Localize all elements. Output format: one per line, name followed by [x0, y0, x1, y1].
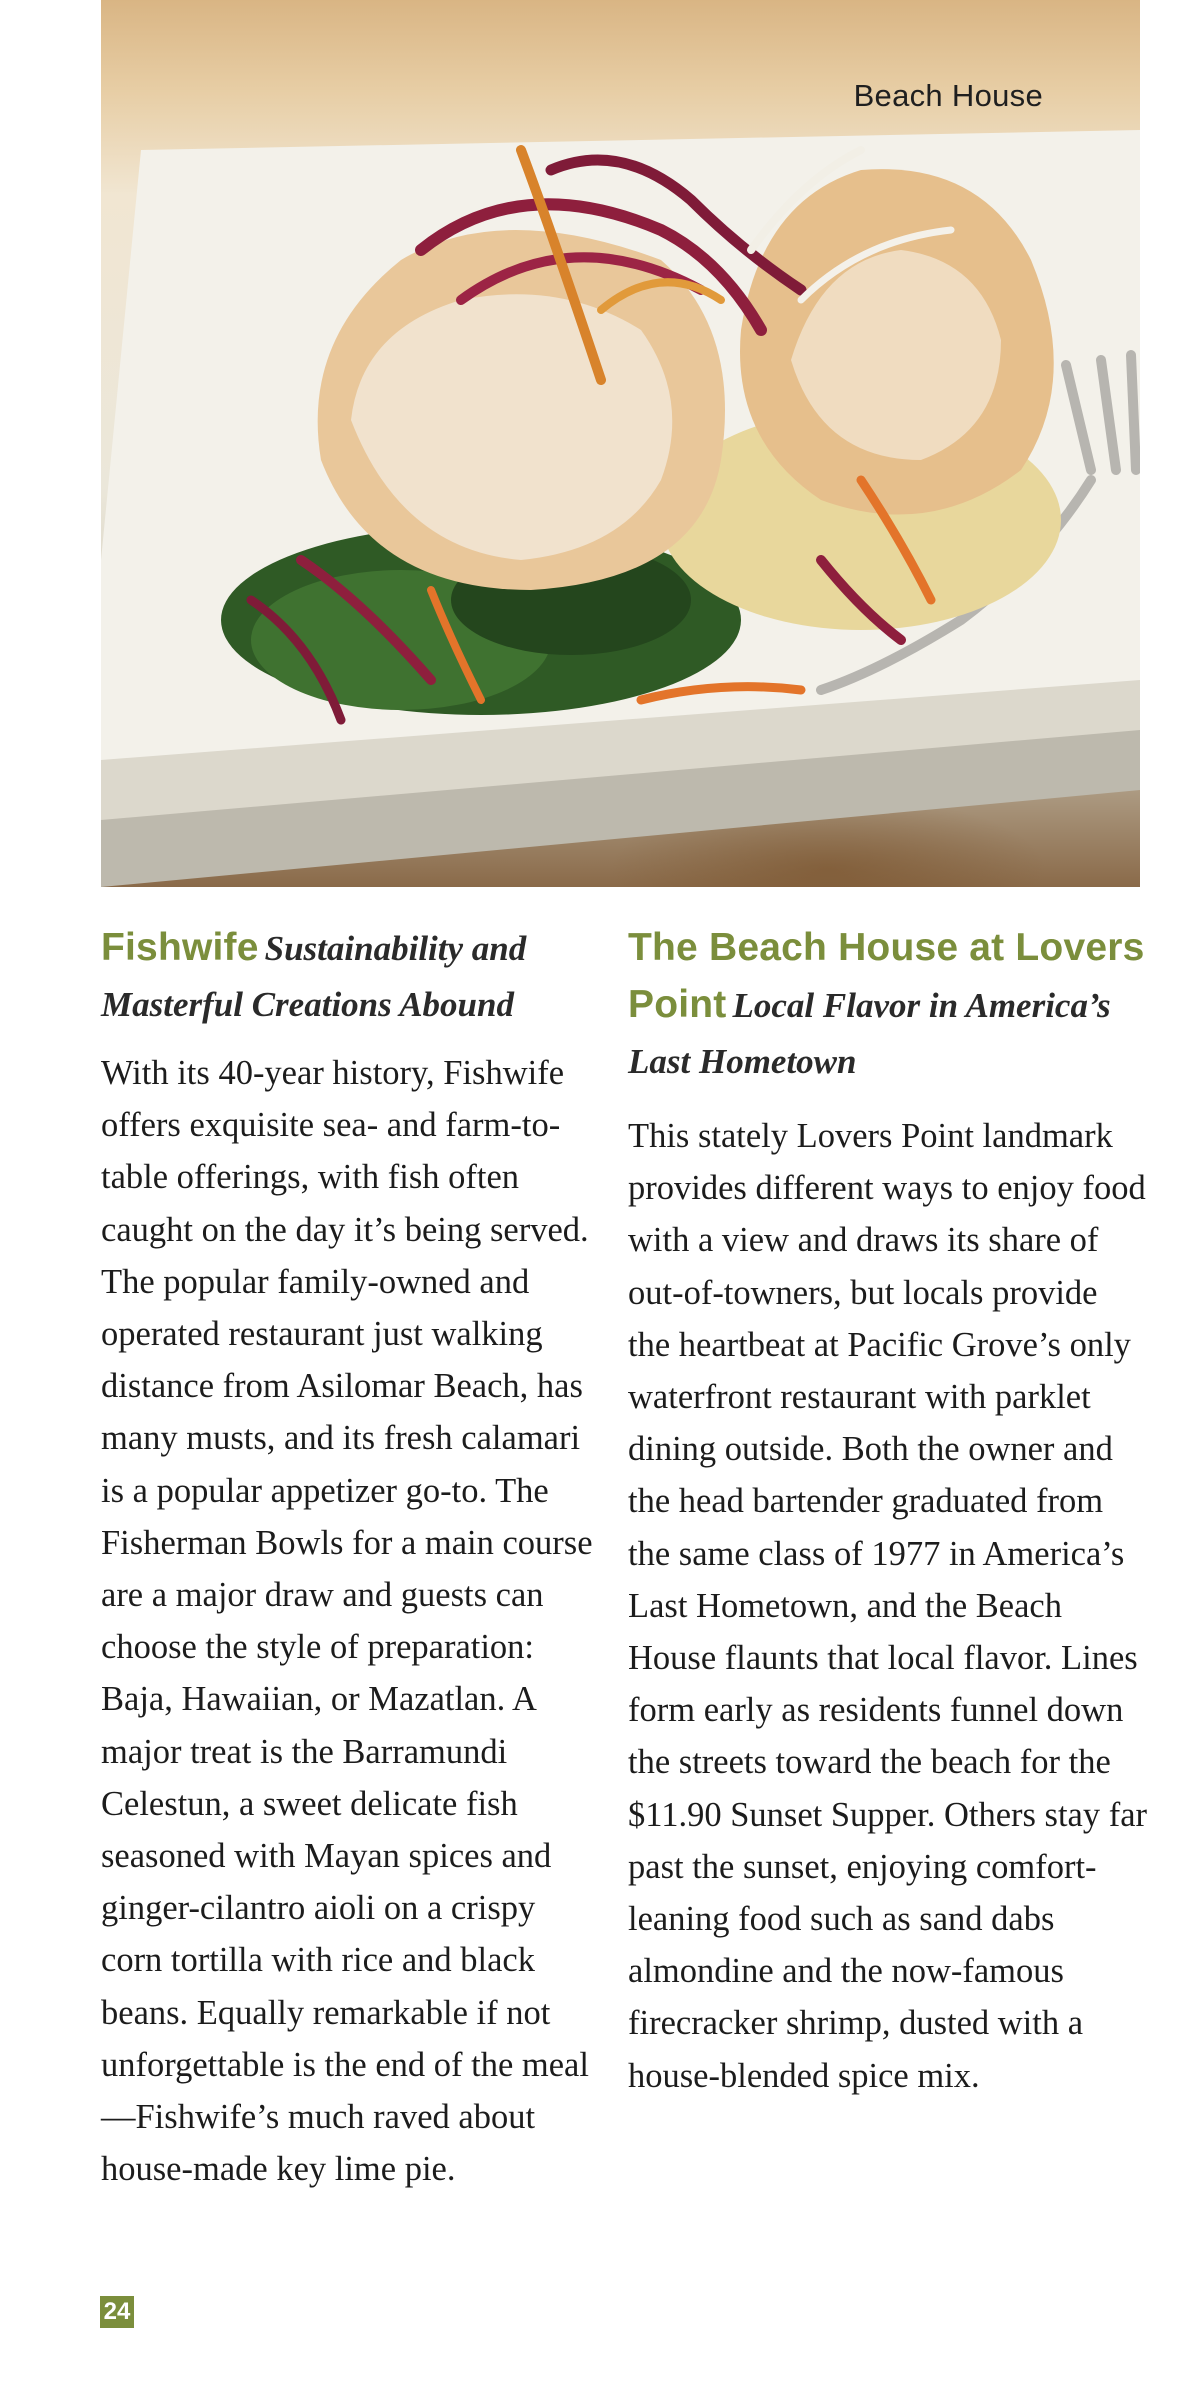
photo-caption: Beach House: [853, 78, 1043, 113]
fishwife-tagline: Sustainability and Masterful Creations Abound: [101, 929, 527, 1024]
plate-illustration: [101, 0, 1140, 887]
fishwife-article: [101, 922, 601, 2195]
page-number: 24: [100, 2296, 134, 2328]
beach-house-heading: [628, 922, 1148, 1092]
beach-house-body: This stately Lovers Point landmark provides different ways to enjoy food with a view and draws its share of out-of-towners, but locals provide the heartbeat at Pacific Grove’s only waterfront restaurant with parklet dining outside. Both the owner and the head bartender graduated from the same class of 1977 in America’s Last Hometown, and the Beach House flaunts that local flavor. Lines form early as residents funnel down the streets toward the beach for the $11.90 Sunset Supper. Others stay far past the sunset, enjoying comfort-leaning food such as sand dabs almondine and the now-famous firecracker shrimp, dusted with a house-blended spice mix.: [628, 1117, 1148, 2095]
fishwife-title: Fishwife: [101, 926, 259, 969]
fish-entree-photo: [101, 0, 1140, 887]
beach-house-title: The Beach House at Lovers Point: [628, 926, 1145, 1026]
fishwife-body: With its 40-year history, Fishwife offers exquisite sea- and farm-to-table offerings, with fish often caught on the day it’s being served. The popular family-owned and operated restaurant just walking distance from Asilomar Beach, has many musts, and its fresh calamari is a popular appetizer go-to. The Fisherman Bowls for a main course are a major draw and guests can choose the style of preparation: Baja, Hawaiian, or Mazatlan. A major treat is the Barramundi Celestun, a sweet delicate fish seasoned with Mayan spices and ginger-cilantro aioli on a crispy corn tortilla with rice and black beans. Equally remarkable if not unforgettable is the end of the meal—Fishwife’s much raved about house-made key lime pie.: [101, 1054, 593, 2189]
beach-house-article: [628, 922, 1148, 2102]
beach-house-tagline: Local Flavor in America’s Last Hometown: [628, 986, 1111, 1081]
fishwife-heading: [101, 922, 601, 1035]
